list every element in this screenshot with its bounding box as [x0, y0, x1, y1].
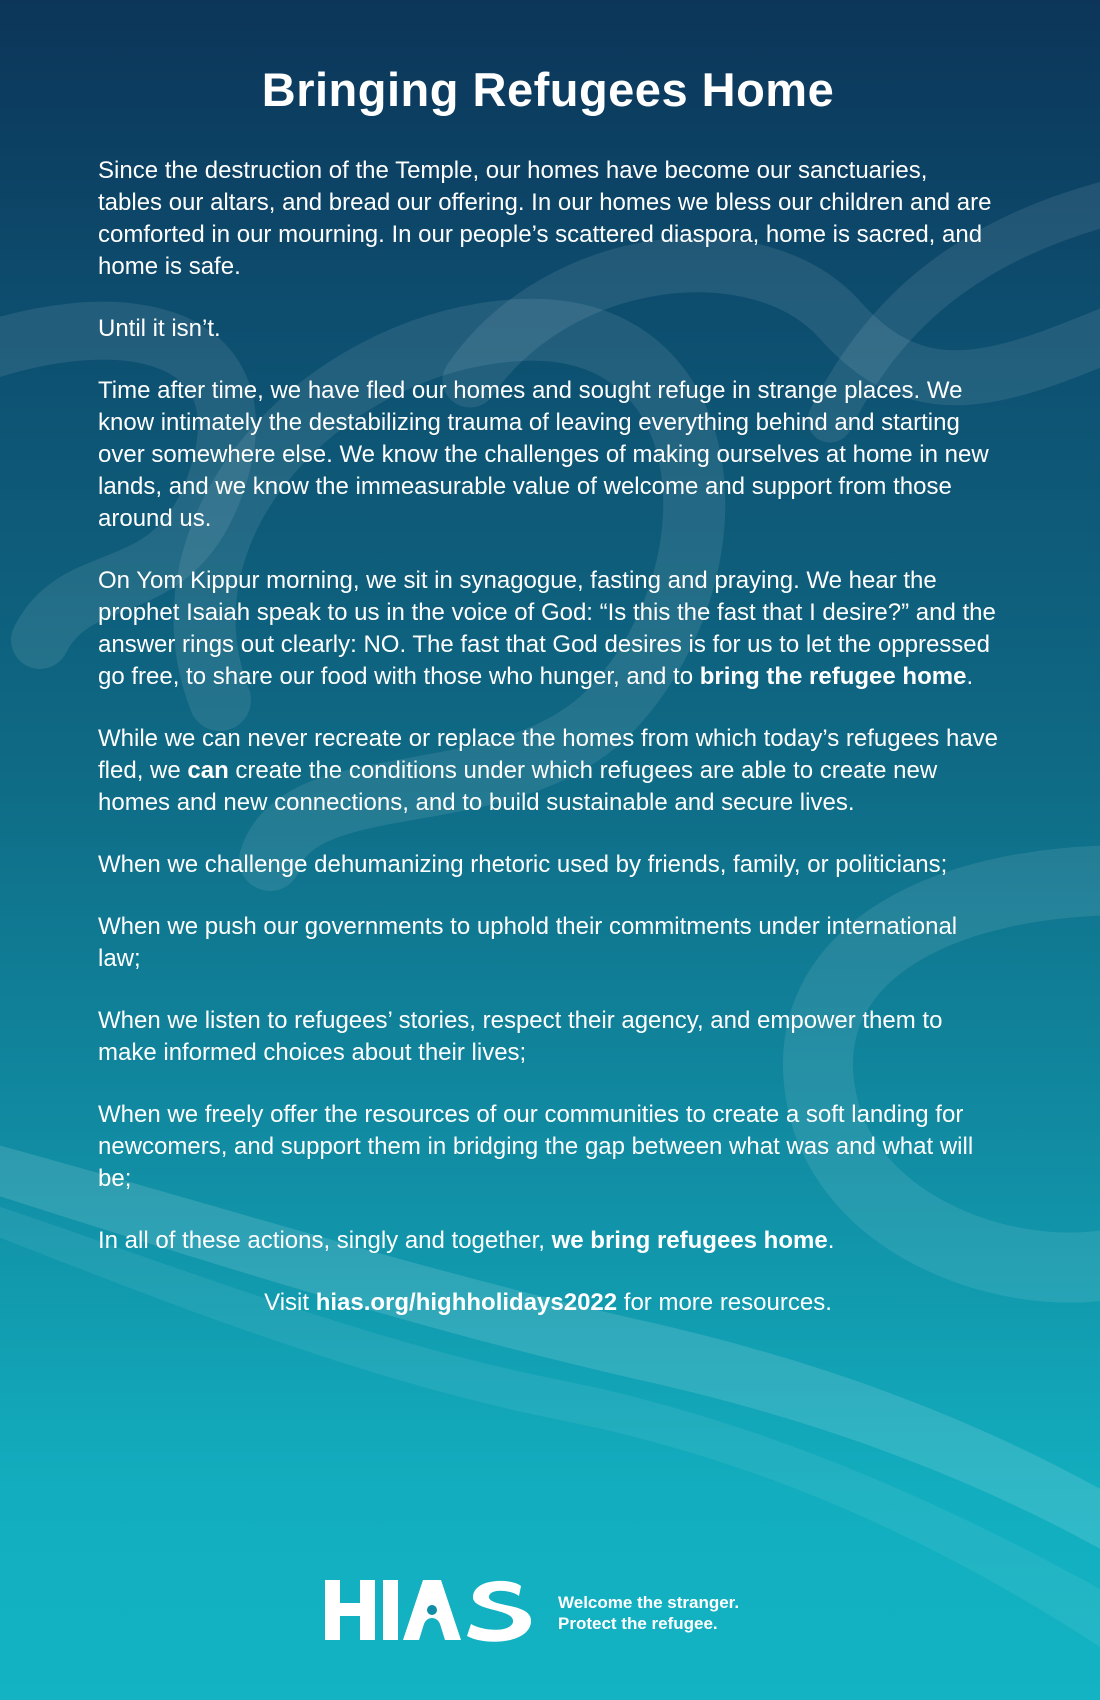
- visit-prefix: Visit: [264, 1289, 316, 1316]
- bold-phrase: can: [187, 757, 229, 784]
- paragraph-challenge: When we challenge dehumanizing rhetoric used by friends, family, or politicians;: [98, 851, 948, 878]
- resources-link[interactable]: hias.org/highholidays2022: [315, 1289, 618, 1316]
- bold-phrase: we bring refugees home: [551, 1227, 828, 1254]
- text-segment: .: [827, 1227, 835, 1254]
- text-segment: create the conditions under which refugees are able to create new homes and new connections, and to build sustainable and secure lives.: [98, 757, 938, 816]
- paragraph-intro: Since the destruction of the Temple, our homes have become our sanctuaries, tables our altars, and bread our offering. In our homes we bless our children and are comforted in our mourning. In our people’s scattered diaspora, home is sacred, and home is safe.: [98, 157, 992, 280]
- tagline-line-2: Protect the refugee.: [558, 1614, 718, 1633]
- paragraph-yom-kippur: [98, 565, 998, 693]
- text-segment: While we can never recreate or replace the homes from which today’s refugees have fled, we: [98, 725, 999, 784]
- text-segment: On Yom Kippur morning, we sit in synagogue, fasting and praying. We hear the prophet Isaiah speak to us in the voice of God: “Is this the fast that I desire?” and the answer rings out clearly: NO. The fast that God desires is for us to let the oppressed go free, to share our food with those who hunger, and to: [98, 567, 996, 690]
- tagline: [558, 1592, 739, 1634]
- paragraph-resources: When we freely offer the resources of our communities to create a soft landing for newcomers, and support them in bridging the gap between what was and what will be;: [98, 1101, 974, 1192]
- paragraph-listen: When we listen to refugees’ stories, respect their agency, and empower them to make informed choices about their lives;: [98, 1007, 943, 1066]
- article: [98, 62, 998, 1349]
- visit-line: [98, 1287, 998, 1319]
- paragraph-until: Until it isn’t.: [98, 315, 221, 342]
- page-title: Bringing Refugees Home: [261, 63, 835, 116]
- paragraph-history: Time after time, we have fled our homes and sought refuge in strange places. We know intimately the destabilizing trauma of leaving everything behind and starting over somewhere else. We know the challenges of making ourselves at home in new lands, and we know the immeasurable value of welcome and support from those around us.: [98, 377, 989, 532]
- footer: [325, 1578, 805, 1642]
- paragraph-conclusion: [98, 1225, 998, 1257]
- paragraph-governments: When we push our governments to uphold their commitments under international law;: [98, 913, 958, 972]
- tagline-line-1: Welcome the stranger.: [558, 1593, 740, 1612]
- text-segment: In all of these actions, singly and together,: [98, 1227, 552, 1254]
- paragraph-conditions: [98, 723, 998, 819]
- bold-phrase: bring the refugee home: [699, 663, 967, 690]
- text-segment: .: [966, 663, 974, 690]
- hias-logo: [325, 1578, 540, 1642]
- visit-suffix: for more resources.: [617, 1289, 832, 1316]
